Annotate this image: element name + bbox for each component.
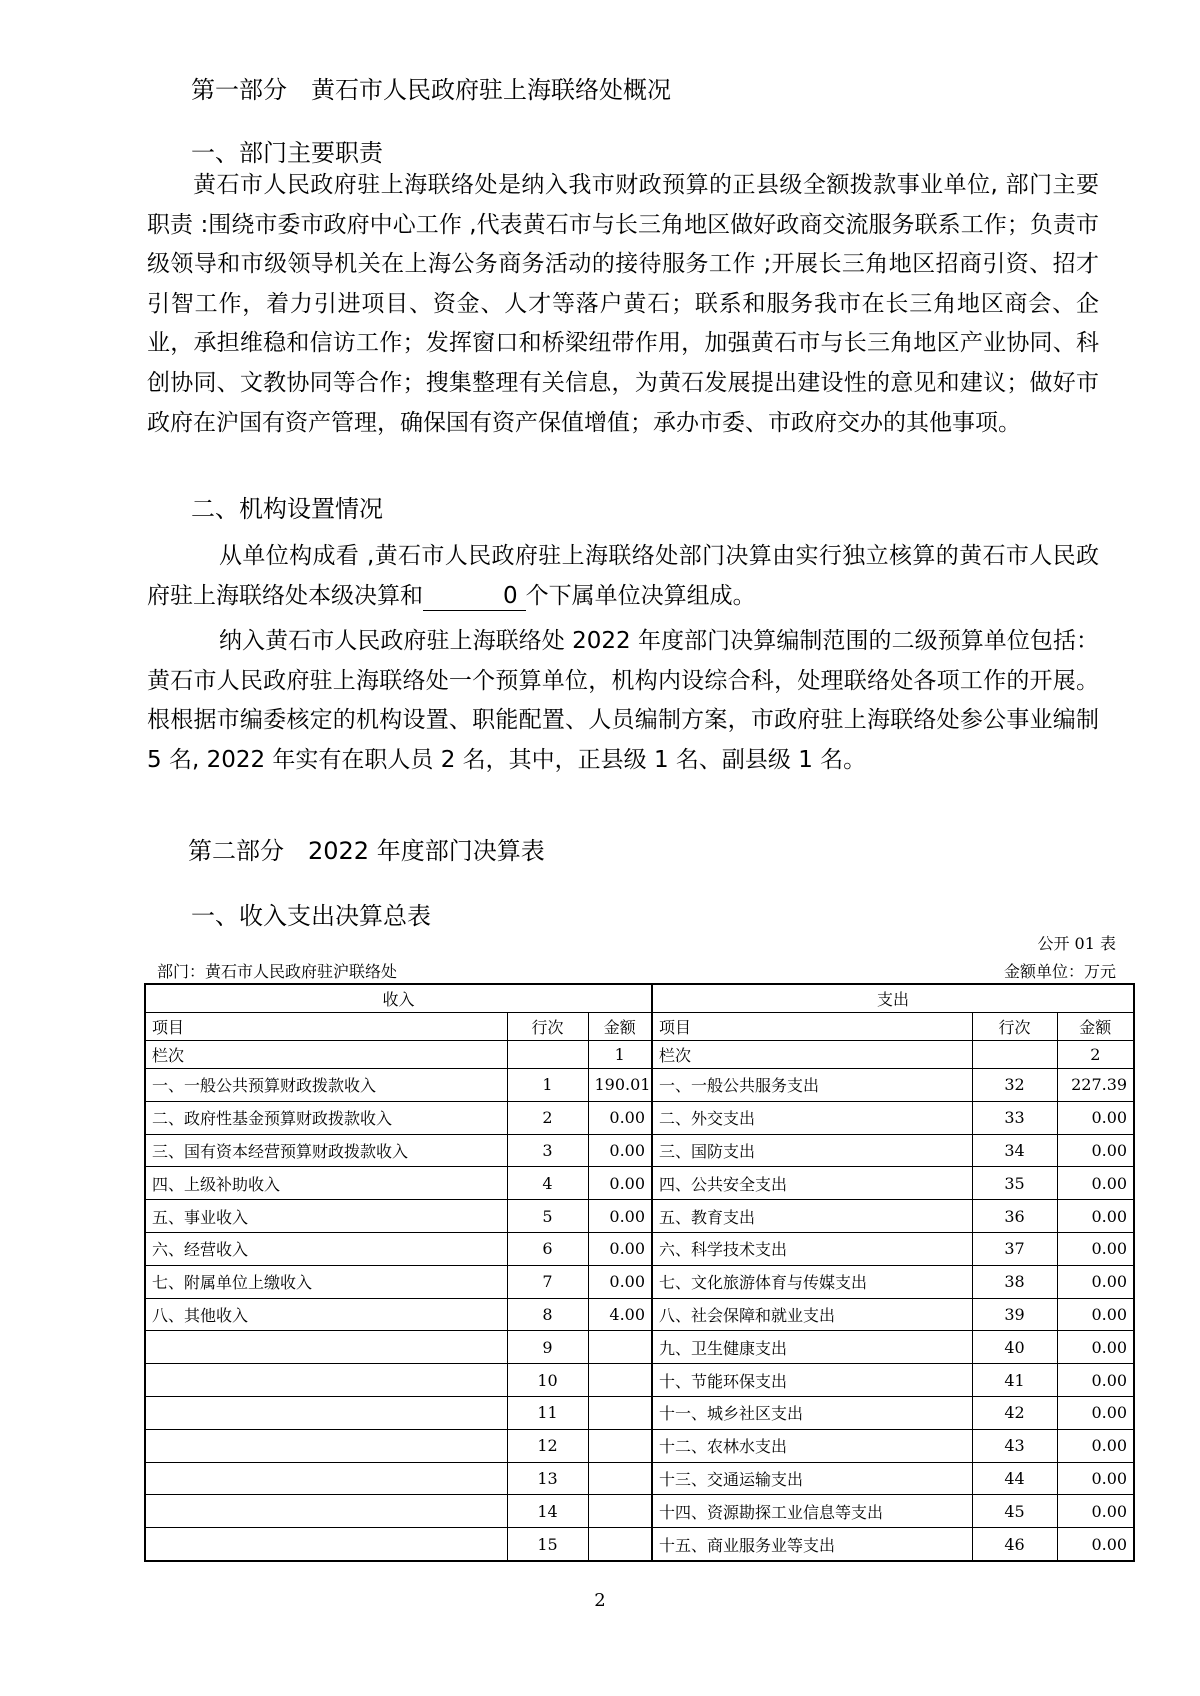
expense-item: 四、公共安全支出 [652,1167,972,1200]
income-amount [588,1528,652,1561]
expense-row-no: 32 [972,1069,1057,1102]
unit-label: 金额单位：万元 [1003,962,1116,981]
income-row-no: 15 [507,1528,588,1561]
income-item [145,1331,507,1364]
col-row: 行次 [507,1013,588,1041]
expense-item: 七、文化旅游体育与传媒支出 [652,1265,972,1298]
expense-amount: 0.00 [1057,1167,1134,1200]
expense-amount: 0.00 [1057,1495,1134,1528]
expense-amount: 0.00 [1057,1134,1134,1167]
page-number: 2 [594,1590,606,1611]
income-row-no: 1 [507,1069,588,1102]
income-amount: 4.00 [588,1298,652,1331]
income-row-no: 2 [507,1101,588,1134]
income-item: 一、一般公共预算财政拨款收入 [145,1069,507,1102]
expense-row-no: 37 [972,1232,1057,1265]
income-amount: 0.00 [588,1200,652,1233]
income-item: 三、国有资本经营预算财政拨款收入 [145,1134,507,1167]
table-row [145,1396,1134,1429]
income-item: 二、政府性基金预算财政拨款收入 [145,1101,507,1134]
expense-item: 六、科学技术支出 [652,1232,972,1265]
expense-item: 一、一般公共服务支出 [652,1069,972,1102]
income-row-no: 5 [507,1200,588,1233]
income-item [145,1364,507,1397]
table-row [145,1265,1134,1298]
income-item [145,1462,507,1495]
expense-amount: 0.00 [1057,1232,1134,1265]
income-item: 四、上级补助收入 [145,1167,507,1200]
expense-amount: 0.00 [1057,1265,1134,1298]
section2-para1 [147,537,1099,616]
col-amount-expense: 金额 [1057,1013,1134,1041]
group-expense: 支出 [652,984,1134,1013]
expense-item: 二、外交支出 [652,1101,972,1134]
table-title: 一、收入支出决算总表 [191,902,431,930]
table-row [145,1167,1134,1200]
table-row [145,1200,1134,1233]
expense-amount: 0.00 [1057,1462,1134,1495]
expense-amount: 0.00 [1057,1429,1134,1462]
subordinate-unit-count: 0 [423,582,526,611]
expense-amount: 0.00 [1057,1200,1134,1233]
expense-row-no: 44 [972,1462,1057,1495]
table-code: 公开 01 表 [1037,934,1116,953]
table-row [145,1462,1134,1495]
income-row-no: 12 [507,1429,588,1462]
table-row [145,1528,1134,1561]
section2-para2: 纳入黄石市人民政府驻上海联络处 2022 年度部门决算编制范围的二级预算单位包括：黄石市人民政府驻上海联络处一个预算单位，机构内设综合科，处理联络处各项工作的开展。根根据市编委核定的机构设置、职能配置、人员编制方案，市政府驻上海联络处参公事业编制 5 名, 2022 年实有在职人员 2 名，其中，正县级 1 名、副县级 1 名。 [147,628,1099,773]
expense-item: 十、节能环保支出 [652,1364,972,1397]
expense-row-no: 43 [972,1429,1057,1462]
expense-row-no: 39 [972,1298,1057,1331]
income-amount: 0.00 [588,1101,652,1134]
income-item [145,1495,507,1528]
section1-title: 一、部门主要职责 [191,139,383,167]
expense-row-no: 46 [972,1528,1057,1561]
section2-para1-part-a: 从单位构成看 ,黄石市人民政府驻上海联络处部门决算由实行独立核算的黄石市人民政府驻上海联络处本级决算和 [147,543,1099,609]
income-amount [588,1462,652,1495]
expense-row-no: 34 [972,1134,1057,1167]
income-row-no: 8 [507,1298,588,1331]
table-row [145,1495,1134,1528]
table-row [145,1101,1134,1134]
income-item [145,1429,507,1462]
expense-row-no: 36 [972,1200,1057,1233]
income-amount: 190.01 [588,1069,652,1102]
col-row-expense: 行次 [972,1013,1057,1041]
income-row-no: 7 [507,1265,588,1298]
expense-amount: 0.00 [1057,1331,1134,1364]
income-item: 五、事业收入 [145,1200,507,1233]
table-row [145,1232,1134,1265]
part1-title: 第一部分 黄石市人民政府驻上海联络处概况 [191,76,671,104]
expense-item: 八、社会保障和就业支出 [652,1298,972,1331]
expense-item: 十三、交通运输支出 [652,1462,972,1495]
lanci-label: 栏次 [145,1041,507,1069]
table-column-header [145,1013,1134,1041]
income-amount [588,1331,652,1364]
table-lanci-row [145,1041,1134,1069]
income-item [145,1528,507,1561]
expense-amount: 0.00 [1057,1101,1134,1134]
expense-row-no: 45 [972,1495,1057,1528]
expense-row-no: 33 [972,1101,1057,1134]
income-row-no: 11 [507,1396,588,1429]
expense-amount: 0.00 [1057,1298,1134,1331]
income-amount [588,1396,652,1429]
expense-item: 十四、资源勘探工业信息等支出 [652,1495,972,1528]
expense-row-no: 41 [972,1364,1057,1397]
lanci-num-1: 1 [588,1041,652,1069]
income-row-no: 9 [507,1331,588,1364]
group-income: 收入 [145,984,652,1013]
income-item [145,1396,507,1429]
table-group-header [145,984,1134,1013]
expense-amount: 0.00 [1057,1364,1134,1397]
part2-title: 第二部分 2022 年度部门决算表 [188,837,545,865]
expense-item: 九、卫生健康支出 [652,1331,972,1364]
income-amount: 0.00 [588,1265,652,1298]
income-row-no: 4 [507,1167,588,1200]
expense-item: 三、国防支出 [652,1134,972,1167]
income-amount: 0.00 [588,1232,652,1265]
section1-body: 黄石市人民政府驻上海联络处是纳入我市财政预算的正县级全额拨款事业单位, 部门主要职责 :围绕市委市政府中心工作 ,代表黄石市与长三角地区做好政商交流服务联系工作；负责市级领导和市级领导机关在上海公务商务活动的接待服务工作 ;开展长三角地区招商引资、招才引智工作，着力引进项目、资金、人才等落户黄石；联系和服务我市在长三角地区商会、企业，承担维稳和信访工作；发挥窗口和桥梁纽带作用，加强黄石市与长三角地区产业协同、科创协同、文教协同等合作；搜集整理有关信息，为黄石发展提出建设性的意见和建议；做好市政府在沪国有资产管理，确保国有资产保值增值；承办市委、市政府交办的其他事项。 [147,172,1099,436]
expense-item: 十一、城乡社区支出 [652,1396,972,1429]
expense-amount: 0.00 [1057,1528,1134,1561]
expense-item: 十五、商业服务业等支出 [652,1528,972,1561]
income-row-no: 13 [507,1462,588,1495]
expense-amount: 227.39 [1057,1069,1134,1102]
section2-title: 二、机构设置情况 [191,495,383,523]
income-amount [588,1429,652,1462]
expense-amount: 0.00 [1057,1396,1134,1429]
col-amount: 金额 [588,1013,652,1041]
table-row [145,1364,1134,1397]
income-row-no: 14 [507,1495,588,1528]
table-row [145,1429,1134,1462]
income-item: 七、附属单位上缴收入 [145,1265,507,1298]
income-item: 六、经营收入 [145,1232,507,1265]
expense-row-no: 38 [972,1265,1057,1298]
income-row-no: 3 [507,1134,588,1167]
income-amount: 0.00 [588,1134,652,1167]
table-row [145,1134,1134,1167]
expense-item: 十二、农林水支出 [652,1429,972,1462]
income-amount [588,1495,652,1528]
income-amount: 0.00 [588,1167,652,1200]
col-item-expense: 项目 [652,1013,972,1041]
expense-item: 五、教育支出 [652,1200,972,1233]
income-item: 八、其他收入 [145,1298,507,1331]
table-row [145,1069,1134,1102]
income-row-no: 10 [507,1364,588,1397]
lanci-label-expense: 栏次 [652,1041,972,1069]
table-row [145,1331,1134,1364]
income-amount [588,1364,652,1397]
income-row-no: 6 [507,1232,588,1265]
expense-row-no: 35 [972,1167,1057,1200]
income-expense-table [144,983,1135,1562]
col-item: 项目 [145,1013,507,1041]
department-label: 部门：黄石市人民政府驻沪联络处 [157,962,398,981]
expense-row-no: 42 [972,1396,1057,1429]
table-row [145,1298,1134,1331]
section2-para1-part-b: 个下属单位决算组成。 [525,582,756,609]
lanci-num-2: 2 [1057,1041,1134,1069]
expense-row-no: 40 [972,1331,1057,1364]
